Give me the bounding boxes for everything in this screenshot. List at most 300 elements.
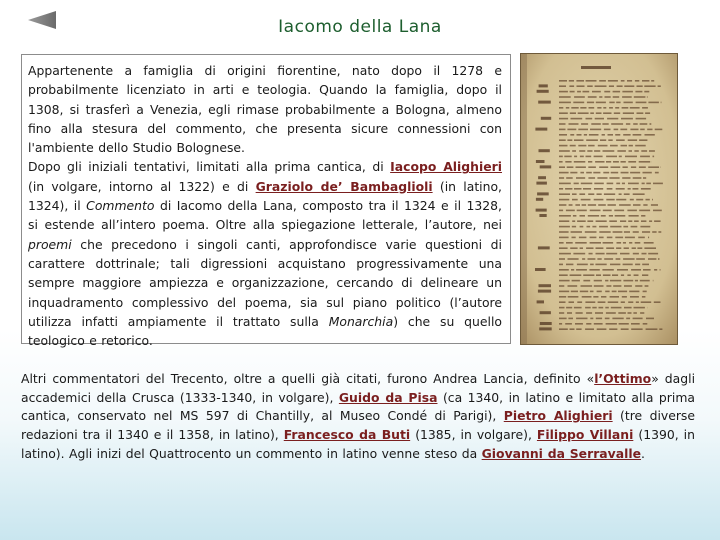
manuscript-script-stroke [588, 177, 595, 179]
manuscript-script-stroke [608, 134, 614, 136]
manuscript-script-stroke [574, 183, 579, 185]
link-giovanni-da-serravalle[interactable]: Giovanni da Serravalle [481, 445, 642, 461]
manuscript-script-stroke [588, 145, 595, 147]
manuscript-script-stroke [589, 134, 599, 136]
manuscript-script-stroke [595, 264, 606, 266]
manuscript-script-stroke [606, 156, 617, 158]
manuscript-script-stroke [594, 199, 604, 201]
manuscript-script-stroke [629, 150, 633, 152]
manuscript-script-stroke [587, 85, 593, 87]
manuscript-script-stroke [624, 247, 629, 249]
manuscript-script-stroke [578, 145, 586, 147]
manuscript-script-stroke [648, 102, 659, 104]
manuscript-script-stroke [611, 123, 623, 125]
manuscript-script-stroke [628, 139, 637, 141]
manuscript-script-stroke [597, 177, 607, 179]
manuscript-script-stroke [594, 150, 600, 152]
manuscript-script-stroke [583, 91, 590, 93]
manuscript-script-stroke [574, 139, 584, 141]
manuscript-script-stroke [587, 220, 593, 222]
manuscript-script-stroke [631, 328, 642, 330]
other-commentators-text [21, 370, 695, 464]
manuscript-margin-mark [539, 214, 546, 217]
manuscript-script-stroke [582, 296, 592, 298]
manuscript-script-stroke [559, 96, 571, 98]
manuscript-script-stroke [559, 247, 568, 249]
manuscript-script-stroke [595, 85, 607, 87]
manuscript-script-stroke [615, 107, 619, 109]
manuscript-script-stroke [596, 220, 607, 222]
manuscript-script-stroke [605, 291, 609, 293]
manuscript-margin-mark [540, 311, 551, 314]
manuscript-script-stroke [559, 156, 563, 158]
manuscript-script-stroke [624, 231, 630, 233]
manuscript-script-stroke [636, 102, 647, 104]
manuscript-script-stroke [634, 150, 638, 152]
manuscript-script-stroke [603, 107, 606, 109]
manuscript-script-stroke [628, 183, 639, 185]
italic-monarchia: Monarchia [328, 313, 394, 329]
manuscript-script-stroke [566, 210, 575, 212]
manuscript-script-stroke [616, 188, 625, 190]
manuscript-script-stroke [648, 237, 649, 239]
manuscript-script-stroke [613, 91, 621, 93]
manuscript-script-stroke [610, 264, 620, 266]
manuscript-script-stroke [594, 156, 603, 158]
page-title: Iacomo della Lana [278, 17, 442, 37]
link-graziolo-bambaglioli[interactable]: Graziolo de’ Bambaglioli [255, 178, 433, 194]
manuscript-script-stroke [642, 296, 646, 298]
manuscript-script-stroke [647, 96, 648, 98]
manuscript-script-stroke [559, 80, 567, 82]
manuscript-script-stroke [571, 118, 583, 120]
manuscript-script-stroke [648, 258, 656, 260]
manuscript-script-stroke [580, 247, 583, 249]
manuscript-script-stroke [578, 129, 588, 131]
link-francesco-da-buti[interactable]: Francesco da Buti [283, 427, 411, 443]
manuscript-script-stroke [559, 172, 569, 174]
manuscript-script-stroke [577, 210, 587, 212]
manuscript-script-stroke [574, 188, 582, 190]
manuscript-script-stroke [564, 156, 571, 158]
manuscript-script-stroke [559, 112, 568, 114]
manuscript-script-stroke [642, 80, 649, 82]
text-span: di Iacomo della Lana, composto tra il 1324 e il 1328, si estende all’intero poema. Oltre alla spiegazione letterale, l’autore, nei [28, 198, 502, 233]
manuscript-script-stroke [584, 134, 587, 136]
manuscript-script-stroke [559, 183, 571, 185]
manuscript-script-stroke [619, 323, 629, 325]
link-ottimo[interactable]: l’Ottimo [594, 371, 652, 386]
manuscript-script-stroke [634, 220, 639, 222]
manuscript-script-stroke [574, 307, 582, 309]
manuscript-script-stroke [626, 318, 630, 320]
manuscript-script-stroke [649, 150, 655, 152]
manuscript-script-stroke [597, 107, 601, 109]
manuscript-script-stroke [580, 172, 584, 174]
italic-commento: Commento [86, 198, 155, 214]
manuscript-script-stroke [617, 242, 622, 244]
manuscript-script-stroke [565, 161, 571, 163]
text-span: (in latino, 1324), il [28, 178, 502, 214]
manuscript-script-stroke [615, 215, 626, 217]
manuscript-script-stroke [614, 129, 619, 131]
manuscript-script-stroke [570, 91, 575, 93]
manuscript-script-stroke [629, 242, 632, 244]
manuscript-script-stroke [644, 247, 656, 249]
manuscript-script-stroke [644, 91, 649, 93]
manuscript-script-stroke [576, 328, 581, 330]
manuscript-script-stroke [578, 112, 589, 114]
manuscript-script-stroke [580, 107, 586, 109]
manuscript-script-stroke [603, 150, 615, 152]
manuscript-script-stroke [568, 258, 579, 260]
manuscript-script-stroke [628, 301, 633, 303]
manuscript-script-stroke [567, 129, 576, 131]
manuscript-script-stroke [559, 242, 564, 244]
manuscript-script-stroke [643, 323, 648, 325]
manuscript-margin-mark [536, 160, 545, 163]
manuscript-script-stroke [618, 291, 627, 293]
manuscript-script-stroke [652, 231, 656, 233]
manuscript-script-stroke [609, 328, 617, 330]
manuscript-script-stroke [576, 80, 584, 82]
manuscript-script-stroke [643, 291, 647, 293]
manuscript-script-stroke [619, 204, 631, 206]
manuscript-script-stroke [574, 161, 586, 163]
manuscript-script-stroke [617, 269, 628, 271]
manuscript-script-stroke [631, 166, 636, 168]
manuscript-script-stroke [621, 274, 624, 276]
manuscript-script-stroke [627, 274, 630, 276]
manuscript-script-stroke [646, 183, 651, 185]
manuscript-script-stroke [649, 220, 652, 222]
manuscript-script-stroke [633, 312, 637, 314]
manuscript-script-stroke [639, 161, 651, 163]
manuscript-script-stroke [642, 264, 649, 266]
manuscript-script-stroke [641, 301, 652, 303]
manuscript-script-stroke [635, 285, 642, 287]
manuscript-script-stroke [630, 296, 639, 298]
manuscript-script-stroke [629, 145, 633, 147]
manuscript-script-stroke [634, 96, 646, 98]
text-span: (in volgare, intorno al 1322) e di [28, 178, 256, 194]
manuscript-script-stroke [643, 269, 651, 271]
manuscript-script-stroke [599, 96, 602, 98]
manuscript-script-stroke [570, 274, 582, 276]
manuscript-script-stroke [603, 242, 614, 244]
manuscript-script-stroke [624, 307, 632, 309]
manuscript-script-stroke [629, 291, 639, 293]
manuscript-script-stroke [597, 258, 601, 260]
manuscript-script-stroke [594, 188, 603, 190]
manuscript-script-stroke [559, 285, 564, 287]
manuscript-script-stroke [639, 139, 647, 141]
manuscript-script-stroke [653, 210, 662, 212]
manuscript-script-stroke [631, 269, 641, 271]
link-guido-da-pisa[interactable]: Guido da Pisa [338, 389, 438, 405]
manuscript-script-stroke [585, 231, 597, 233]
manuscript-script-stroke [590, 242, 601, 244]
manuscript-script-stroke [642, 231, 650, 233]
text-span: (1385, in volgare), [410, 427, 537, 443]
manuscript-script-stroke [636, 258, 645, 260]
manuscript-script-stroke [595, 161, 604, 163]
manuscript-script-stroke [559, 129, 566, 131]
manuscript-script-stroke [647, 129, 652, 131]
manuscript-script-stroke [621, 118, 633, 120]
manuscript-script-stroke [559, 253, 571, 255]
manuscript-script-stroke [609, 215, 613, 217]
manuscript-script-stroke [629, 215, 639, 217]
manuscript-script-stroke [633, 134, 642, 136]
manuscript-script-stroke [605, 307, 609, 309]
manuscript-margin-mark [540, 165, 552, 168]
manuscript-script-stroke [559, 161, 563, 163]
manuscript-script-stroke [577, 301, 582, 303]
manuscript-script-stroke [660, 269, 661, 271]
manuscript-script-stroke [559, 269, 569, 271]
manuscript-script-stroke [589, 107, 595, 109]
manuscript-script-stroke [603, 112, 611, 114]
manuscript-script-stroke [586, 80, 597, 82]
manuscript-script-stroke [559, 307, 565, 309]
manuscript-script-stroke [599, 80, 606, 82]
manuscript-script-stroke [646, 328, 658, 330]
manuscript-script-stroke [577, 91, 581, 93]
manuscript-script-stroke [614, 112, 620, 114]
manuscript-script-stroke [643, 172, 652, 174]
manuscript-script-stroke [559, 280, 570, 282]
manuscript-script-stroke [633, 188, 639, 190]
manuscript-script-stroke [570, 112, 576, 114]
manuscript-script-stroke [566, 242, 573, 244]
manuscript-script-stroke [628, 161, 636, 163]
manuscript-image [520, 53, 678, 345]
commentators-paragraph [21, 370, 695, 464]
manuscript-script-stroke [609, 107, 613, 109]
manuscript-script-stroke [616, 258, 621, 260]
manuscript-script-stroke [633, 193, 645, 195]
manuscript-script-stroke [606, 247, 614, 249]
manuscript-script-stroke [619, 156, 622, 158]
manuscript-script-stroke [570, 328, 575, 330]
manuscript-script-stroke [566, 307, 572, 309]
manuscript-script-stroke [653, 280, 654, 282]
manuscript-script-stroke [598, 301, 606, 303]
manuscript-script-stroke [592, 91, 601, 93]
manuscript-script-stroke [604, 258, 613, 260]
manuscript-script-stroke [655, 172, 659, 174]
manuscript-script-stroke [588, 161, 592, 163]
manuscript-script-stroke [583, 188, 591, 190]
manuscript-script-stroke [577, 85, 585, 87]
manuscript-script-stroke [569, 301, 575, 303]
manuscript-script-stroke [575, 204, 580, 206]
manuscript-script-stroke [607, 237, 613, 239]
manuscript-script-stroke [644, 242, 654, 244]
manuscript-script-stroke [608, 139, 612, 141]
manuscript-script-stroke [612, 318, 623, 320]
manuscript-script-stroke [612, 291, 617, 293]
manuscript-script-stroke [585, 307, 591, 309]
manuscript-script-stroke [559, 107, 563, 109]
manuscript-script-stroke [581, 123, 588, 125]
manuscript-script-stroke [622, 177, 630, 179]
manuscript-script-stroke [585, 328, 594, 330]
manuscript-script-stroke [651, 204, 658, 206]
manuscript-script-stroke [588, 193, 594, 195]
manuscript-script-stroke [559, 258, 565, 260]
manuscript-script-stroke [609, 85, 614, 87]
manuscript-script-stroke [559, 318, 567, 320]
manuscript-script-stroke [623, 166, 628, 168]
manuscript-script-stroke [637, 112, 644, 114]
manuscript-script-stroke [577, 134, 582, 136]
manuscript-script-stroke [592, 226, 596, 228]
manuscript-script-stroke [582, 204, 587, 206]
manuscript-script-stroke [613, 285, 621, 287]
manuscript-script-stroke [610, 145, 618, 147]
manuscript-script-stroke [624, 102, 633, 104]
manuscript-script-stroke [602, 134, 605, 136]
manuscript-script-stroke [576, 269, 587, 271]
manuscript-script-stroke [587, 150, 592, 152]
manuscript-script-stroke [639, 166, 646, 168]
manuscript-script-stroke [569, 85, 574, 87]
manuscript-script-stroke [623, 226, 628, 228]
manuscript-script-stroke [630, 129, 638, 131]
manuscript-script-stroke [575, 242, 587, 244]
manuscript-script-stroke [576, 166, 586, 168]
manuscript-script-stroke [559, 193, 570, 195]
manuscript-script-stroke [600, 139, 606, 141]
manuscript-script-stroke [572, 193, 577, 195]
manuscript-script-stroke [630, 172, 640, 174]
manuscript-script-stroke [606, 199, 614, 201]
manuscript-script-stroke [646, 199, 650, 201]
manuscript-script-stroke [652, 199, 653, 201]
manuscript-margin-mark [537, 192, 549, 195]
manuscript-script-stroke [633, 204, 641, 206]
manuscript-script-stroke [645, 112, 650, 114]
manuscript-script-stroke [633, 123, 638, 125]
manuscript-script-stroke [572, 226, 576, 228]
manuscript-script-stroke [588, 96, 597, 98]
manuscript-script-stroke [559, 188, 563, 190]
manuscript-script-stroke [559, 220, 569, 222]
manuscript-heading-mark [581, 66, 611, 69]
manuscript-script-stroke [559, 264, 563, 266]
manuscript-script-stroke [630, 107, 640, 109]
manuscript-script-stroke [605, 280, 608, 282]
manuscript-script-stroke [579, 150, 585, 152]
manuscript-script-stroke [580, 291, 588, 293]
manuscript-script-stroke [567, 166, 574, 168]
link-pietro-alighieri[interactable]: Pietro Alighieri [503, 408, 613, 424]
manuscript-script-stroke [641, 188, 651, 190]
manuscript-script-stroke [572, 237, 576, 239]
manuscript-margin-mark [538, 176, 546, 179]
manuscript-script-stroke [624, 193, 630, 195]
manuscript-script-stroke [599, 231, 610, 233]
manuscript-script-stroke [636, 118, 647, 120]
manuscript-script-stroke [559, 328, 568, 330]
manuscript-script-stroke [635, 242, 641, 244]
manuscript-script-stroke [583, 280, 590, 282]
manuscript-script-stroke [616, 139, 625, 141]
manuscript-script-stroke [614, 210, 624, 212]
manuscript-script-stroke [613, 96, 620, 98]
manuscript-script-stroke [631, 323, 640, 325]
manuscript-script-stroke [608, 80, 618, 82]
manuscript-script-stroke [648, 253, 658, 255]
manuscript-margin-mark [536, 198, 543, 201]
manuscript-margin-mark [539, 84, 548, 87]
manuscript-script-stroke [628, 220, 632, 222]
manuscript-margin-mark [535, 268, 546, 271]
manuscript-script-stroke [602, 269, 613, 271]
manuscript-script-stroke [559, 323, 562, 325]
manuscript-script-stroke [653, 156, 655, 158]
manuscript-script-stroke [608, 204, 616, 206]
manuscript-script-stroke [641, 150, 647, 152]
manuscript-script-stroke [574, 156, 577, 158]
manuscript-script-stroke [621, 328, 629, 330]
manuscript-script-stroke [634, 274, 639, 276]
manuscript-script-stroke [599, 237, 604, 239]
manuscript-script-stroke [596, 112, 602, 114]
manuscript-script-stroke [621, 145, 628, 147]
manuscript-script-stroke [623, 134, 630, 136]
manuscript-script-stroke [568, 296, 579, 298]
manuscript-script-stroke [606, 253, 617, 255]
manuscript-script-stroke [596, 102, 606, 104]
manuscript-script-stroke [628, 188, 631, 190]
manuscript-script-stroke [635, 80, 639, 82]
manuscript-script-stroke [570, 247, 577, 249]
manuscript-script-stroke [590, 112, 594, 114]
manuscript-script-stroke [654, 269, 657, 271]
manuscript-script-stroke [609, 102, 614, 104]
manuscript-script-stroke [620, 220, 626, 222]
manuscript-script-stroke [622, 107, 629, 109]
manuscript-script-stroke [571, 231, 582, 233]
manuscript-script-stroke [566, 264, 573, 266]
link-filippo-villani[interactable]: Filippo Villani [536, 427, 634, 443]
manuscript-margin-mark [541, 117, 551, 120]
manuscript-script-stroke [579, 237, 587, 239]
manuscript-script-stroke [613, 231, 623, 233]
manuscript-script-stroke [559, 274, 568, 276]
manuscript-script-stroke [603, 210, 612, 212]
manuscript-script-stroke [635, 91, 642, 93]
manuscript-script-stroke [570, 134, 574, 136]
manuscript-script-stroke [585, 301, 595, 303]
manuscript-script-stroke [623, 258, 635, 260]
manuscript-script-stroke [597, 328, 607, 330]
manuscript-script-stroke [573, 215, 577, 217]
italic-proemi: proemi [28, 236, 72, 252]
manuscript-script-stroke [635, 280, 638, 282]
manuscript-script-stroke [624, 285, 632, 287]
manuscript-script-stroke [623, 242, 626, 244]
manuscript-script-stroke [559, 166, 565, 168]
manuscript-script-stroke [559, 150, 570, 152]
manuscript-script-stroke [621, 80, 625, 82]
manuscript-script-stroke [622, 183, 625, 185]
manuscript-script-stroke [559, 226, 570, 228]
link-iacopo-alighieri[interactable]: Iacopo Alighieri [390, 159, 502, 175]
